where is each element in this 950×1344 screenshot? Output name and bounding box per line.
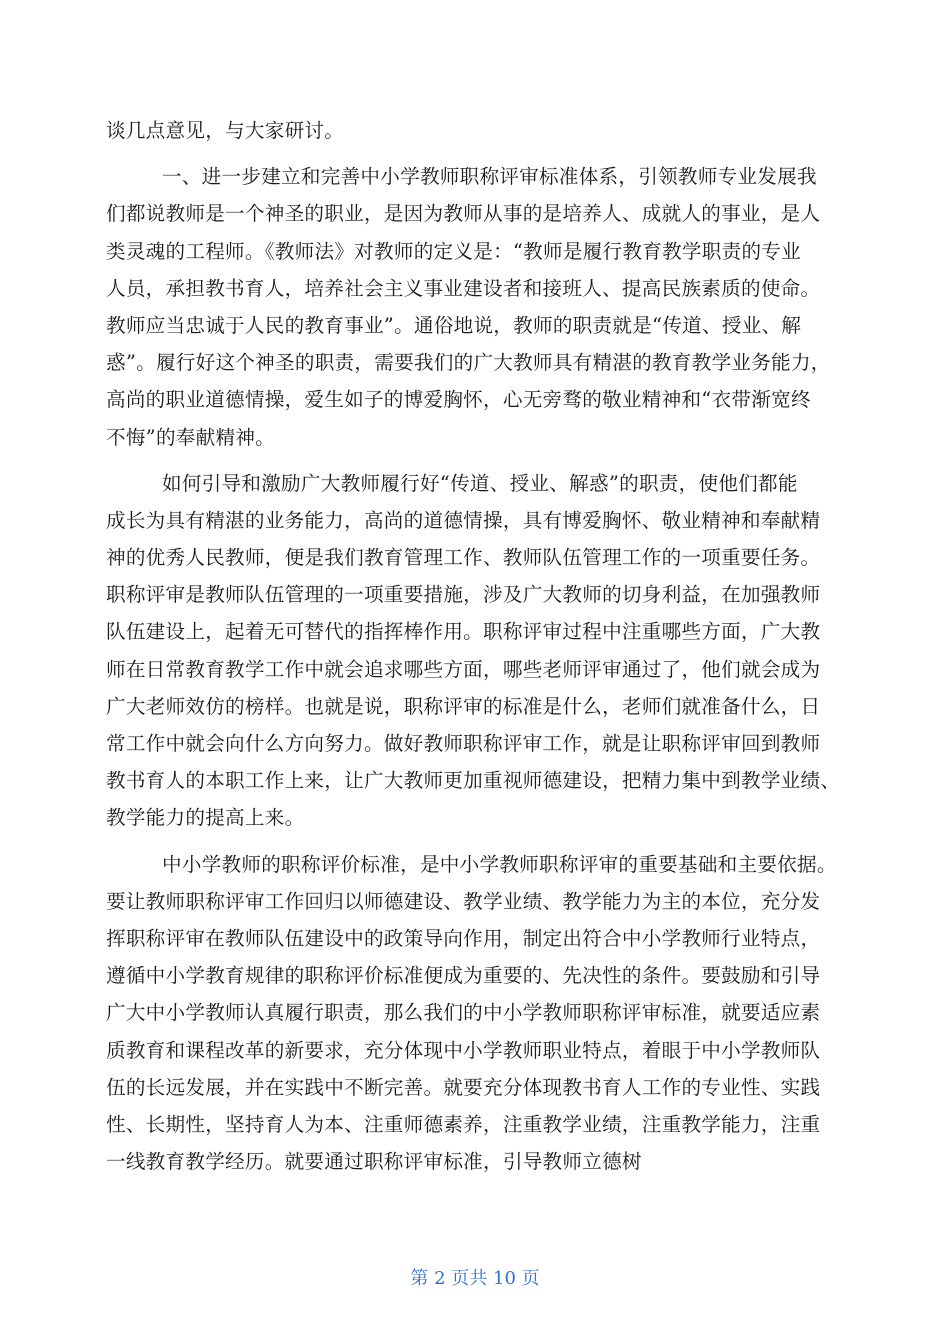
- paragraph-gap: [106, 456, 851, 465]
- text-line: 广大老师效仿的榜样。也就是说，职称评审的标准是什么，老师们就准备什么，日: [106, 694, 821, 718]
- text-line: 队伍建设上，起着无可替代的指挥棒作用。职称评审过程中注重哪些方面，广大教: [106, 620, 821, 644]
- text-line: 惑”。履行好这个神圣的职责，需要我们的广大教师具有精湛的教育教学业务能力，: [106, 351, 831, 375]
- paragraph: [106, 465, 851, 837]
- text-line: 一、进一步建立和完善中小学教师职称评审标准体系，引领教师专业发展我: [162, 165, 817, 189]
- paragraph: [106, 846, 851, 1181]
- text-line: 遵循中小学教育规律的职称评价标准便成为重要的、先决性的条件。要鼓励和引导: [106, 964, 821, 988]
- text-line: 成长为具有精湛的业务能力，高尚的道德情操，具有博爱胸怀、敬业精神和奉献精: [106, 508, 821, 532]
- text-line: 如何引导和激励广大教师履行好“传道、授业、解惑”的职责，使他们都能: [162, 471, 798, 495]
- text-line: 广大中小学教师认真履行职责，那么我们的中小学教师职称评审标准，就要适应素: [106, 1001, 821, 1025]
- text-line: 职称评审是教师队伍管理的一项重要措施，涉及广大教师的切身利益，在加强教师: [106, 583, 821, 607]
- text-line: 师在日常教育教学工作中就会追求哪些方面，哪些老师评审通过了，他们就会成为: [106, 657, 821, 681]
- text-line: 教书育人的本职工作上来，让广大教师更加重视师德建设，把精力集中到教学业绩、: [106, 769, 841, 793]
- text-line: 常工作中就会向什么方向努力。做好教师职称评审工作，就是让职称评审回到教师: [106, 732, 821, 755]
- text-line: 一线教育教学经历。就要通过职称评审标准，引导教师立德树: [106, 1150, 642, 1174]
- text-line: 教学能力的提高上来。: [106, 806, 305, 830]
- text-line: 要让教师职称评审工作回归以师德建设、教学业绩、教学能力为主的本位，充分发: [106, 889, 821, 913]
- text-line: 们都说教师是一个神圣的职业，是因为教师从事的是培养人、成就人的事业，是人: [106, 202, 821, 226]
- text-line: 高尚的职业道德情操，爱生如子的博爱胸怀，心无旁骛的敬业精神和“衣带渐宽终: [106, 388, 811, 412]
- page-number-label: 第 2 页共 10 页: [410, 1268, 540, 1289]
- paragraph: [106, 112, 851, 149]
- text-line: 性、长期性，坚持育人为本、注重师德素养，注重教学业绩，注重教学能力，注重: [106, 1112, 821, 1136]
- text-line: 教师应当忠诚于人民的教育事业”。通俗地说，教师的职责就是“传道、授业、解: [106, 313, 802, 337]
- text-line: 神的优秀人民教师，便是我们教育管理工作、教师队伍管理工作的一项重要任务。: [106, 546, 821, 570]
- page-footer: [0, 1264, 950, 1290]
- text-line: 挥职称评审在教师队伍建设中的政策导向作用，制定出符合中小学教师行业特点，: [106, 926, 821, 950]
- text-line: 不悔”的奉献精神。: [106, 425, 276, 449]
- text-line: 类灵魂的工程师。《教师法》对教师的定义是：“教师是履行教育教学职责的专业: [106, 239, 801, 263]
- document-body: [106, 112, 851, 1180]
- paragraph: [106, 158, 851, 456]
- text-line: 谈几点意见，与大家研讨。: [106, 119, 345, 142]
- text-line: 人员，承担教书育人，培养社会主义事业建设者和接班人、提高民族素质的使命。: [106, 276, 821, 300]
- paragraph-gap: [106, 149, 851, 158]
- text-line: 质教育和课程改革的新要求，充分体现中小学教师职业特点，着眼于中小学教师队: [106, 1038, 821, 1062]
- text-line: 中小学教师的职称评价标准，是中小学教师职称评审的重要基础和主要依据。: [162, 852, 837, 876]
- paragraph-gap: [106, 837, 851, 846]
- text-line: 伍的长远发展，并在实践中不断完善。就要充分体现教书育人工作的专业性、实践: [106, 1075, 821, 1099]
